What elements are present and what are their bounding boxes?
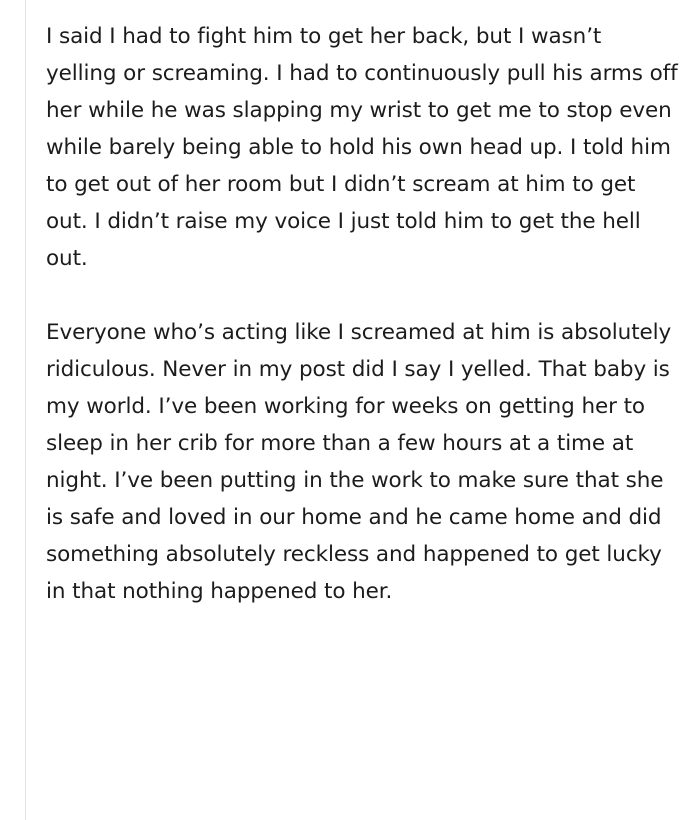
post-paragraph: Everyone who’s acting like I screamed at him is absolutely ridiculous. Never in my post did I say I yelled. That baby is my world. I’ve been working for weeks on getting her to sleep in her crib for more than a few hours at a time at night. I’ve been putting in the work to make sure that she is safe and loved in our home and he came home and did something absolutely reckless and happened to get lucky in that nothing happened to her.	[46, 320, 678, 604]
post-paragraph: I said I had to fight him to get her back, but I wasn’t yelling or screaming. I had to continuously pull his arms off her while he was slapping my wrist to get me to stop even while barely being able to hold his own head up. I told him to get out of her room but I didn’t scream at him to get out. I didn’t raise my voice I just told him to get the hell out.	[46, 24, 685, 271]
left-indent-rule	[25, 0, 26, 820]
